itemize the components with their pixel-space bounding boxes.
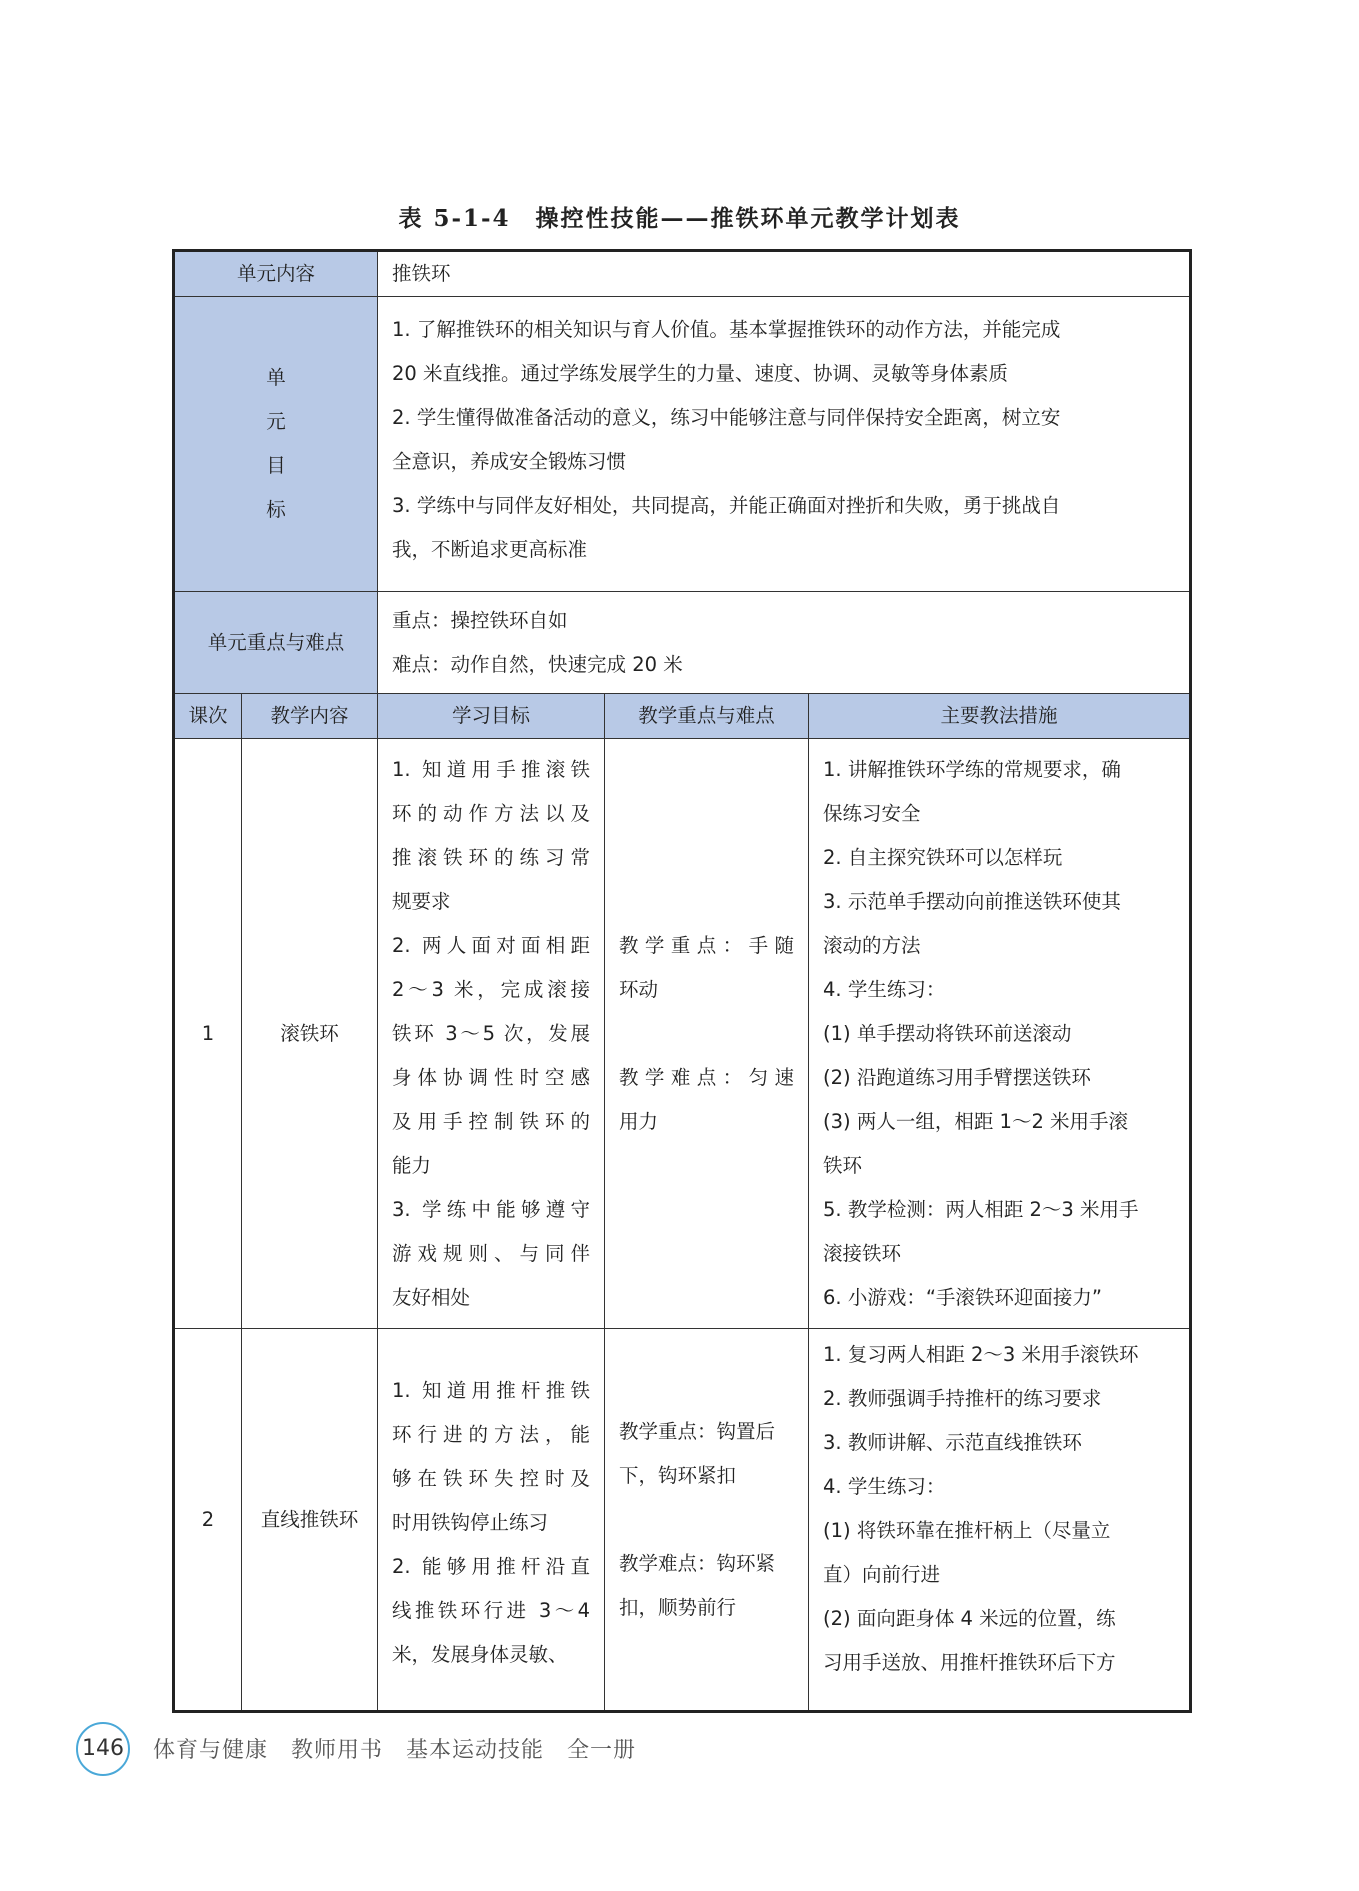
- col-header-content: 教学内容: [242, 694, 378, 739]
- lesson-plan-table: [172, 249, 1192, 1713]
- key-line: 扣，顺势前行: [619, 1595, 737, 1619]
- goal-label-char: 标: [266, 498, 286, 521]
- method-line: 滚接铁环: [823, 1241, 902, 1265]
- goal-line: 2. 学生懂得做准备活动的意义，练习中能够注意与同伴保持安全距离，树立安: [392, 406, 1061, 429]
- unit-key-row: [174, 592, 1191, 694]
- key-line: 教学重点：钩置后: [619, 1419, 776, 1443]
- method-line: 铁环: [823, 1153, 863, 1177]
- table-row: [174, 1329, 1191, 1712]
- lesson-key-points: [605, 1329, 809, 1712]
- method-line: 6. 小游戏：“手滚铁环迎面接力”: [823, 1285, 1103, 1309]
- key-line: 教学难点：钩环紧: [619, 1551, 776, 1575]
- objective-line: 环行进的方法，能: [392, 1423, 591, 1446]
- method-line: (2) 沿跑道练习用手臂摆送铁环: [823, 1065, 1091, 1089]
- method-line: (3) 两人一组，相距 1～2 米用手滚: [823, 1109, 1129, 1133]
- method-line: 2. 自主探究铁环可以怎样玩: [823, 845, 1063, 869]
- method-line: 2. 教师强调手持推杆的练习要求: [823, 1387, 1102, 1410]
- lesson-objectives: [378, 739, 605, 1329]
- key-line: 下，钩环紧扣: [619, 1463, 737, 1487]
- method-line: (1) 将铁环靠在推杆柄上（尽量立: [823, 1519, 1111, 1542]
- key-line: 教学重点：手随: [619, 933, 795, 957]
- objective-line: 环的动作方法以及: [392, 801, 591, 825]
- lesson-content: 直线推铁环: [242, 1329, 378, 1712]
- objective-line: 及用手控制铁环的: [392, 1109, 591, 1133]
- method-line: 4. 学生练习：: [823, 977, 946, 1001]
- col-header-lesson-num: 课次: [174, 694, 242, 739]
- goal-label-char: 目: [266, 454, 286, 477]
- objective-line: 铁环 3～5 次，发展: [392, 1021, 591, 1045]
- objective-line: 2. 能够用推杆沿直: [392, 1555, 591, 1578]
- goal-line: 我，不断追求更高标准: [392, 538, 588, 561]
- goal-label-char: 单: [266, 366, 286, 389]
- col-header-methods: 主要教法措施: [809, 694, 1191, 739]
- method-line: 3. 示范单手摆动向前推送铁环使其: [823, 889, 1121, 913]
- objective-line: 游戏规则、与同伴: [392, 1241, 591, 1265]
- key-line: 教学难点：匀速: [619, 1065, 795, 1089]
- method-line: 1. 复习两人相距 2～3 米用手滚铁环: [823, 1343, 1139, 1366]
- lesson-key-points: [605, 739, 809, 1329]
- col-header-objectives: 学习目标: [378, 694, 605, 739]
- lesson-number: 2: [174, 1329, 242, 1712]
- method-line: (2) 面向距身体 4 米远的位置，练: [823, 1607, 1116, 1630]
- page-number: 146: [76, 1722, 130, 1776]
- key-line-spacer: [619, 1498, 794, 1542]
- method-line: 滚动的方法: [823, 933, 921, 957]
- unit-key-label: 单元重点与难点: [174, 592, 378, 694]
- footer-book-title: 体育与健康 教师用书 基本运动技能 全一册: [153, 1738, 637, 1763]
- key-point: 重点：操控铁环自如: [392, 608, 568, 632]
- objective-line: 推滚铁环的练习常: [392, 845, 591, 869]
- objective-line: 够在铁环失控时及: [392, 1467, 591, 1490]
- unit-key-text: [378, 592, 1191, 694]
- method-line: 直）向前行进: [823, 1563, 941, 1586]
- objective-line: 时用铁钩停止练习: [392, 1511, 549, 1534]
- objective-line: 3. 学练中能够遵守: [392, 1197, 591, 1221]
- goal-line: 全意识，养成安全锻炼习惯: [392, 450, 627, 473]
- goal-line: 1. 了解推铁环的相关知识与育人价值。基本掌握推铁环的动作方法，并能完成: [392, 318, 1061, 341]
- table-row: [174, 739, 1191, 1329]
- lesson-methods: [809, 1329, 1191, 1712]
- lesson-objectives: [378, 1329, 605, 1712]
- key-line: 用力: [619, 1109, 659, 1133]
- lesson-content: 滚铁环: [242, 739, 378, 1329]
- goal-line: 20 米直线推。通过学练发展学生的力量、速度、协调、灵敏等身体素质: [392, 362, 1009, 385]
- column-header-row: [174, 694, 1191, 739]
- objective-line: 身体协调性时空感: [392, 1065, 591, 1089]
- table-title: 表 5-1-4 操控性技能——推铁环单元教学计划表: [398, 205, 961, 232]
- objective-line: 能力: [392, 1153, 432, 1177]
- method-line: (1) 单手摆动将铁环前送滚动: [823, 1021, 1072, 1045]
- key-line: 环动: [619, 977, 659, 1001]
- method-line: 5. 教学检测：两人相距 2～3 米用手: [823, 1197, 1139, 1221]
- objective-line: 1. 知道用推杆推铁: [392, 1379, 591, 1402]
- objective-line: 友好相处: [392, 1285, 471, 1309]
- goal-line: 3. 学练中与同伴友好相处，共同提高，并能正确面对挫折和失败，勇于挑战自: [392, 494, 1061, 517]
- method-line: 保练习安全: [823, 801, 921, 825]
- objective-line: 2～3 米，完成滚接: [392, 977, 591, 1001]
- unit-goals-label: [174, 297, 378, 592]
- objective-line: 2. 两人面对面相距: [392, 933, 591, 957]
- objective-line: 规要求: [392, 889, 451, 913]
- objective-line: 米，发展身体灵敏、: [392, 1643, 568, 1666]
- objective-line: 1. 知道用手推滚铁: [392, 757, 591, 781]
- goal-label-char: 元: [266, 410, 286, 433]
- key-line-spacer: [619, 1012, 794, 1056]
- method-line: 习用手送放、用推杆推铁环后下方: [823, 1651, 1116, 1674]
- method-line: 3. 教师讲解、示范直线推铁环: [823, 1431, 1082, 1454]
- method-line: 1. 讲解推铁环学练的常规要求，确: [823, 757, 1121, 781]
- lesson-number: 1: [174, 739, 242, 1329]
- difficulty-point: 难点：动作自然，快速完成 20 米: [392, 652, 683, 676]
- unit-content-value: 推铁环: [378, 251, 1191, 297]
- objective-line: 线推铁环行进 3～4: [392, 1599, 591, 1622]
- col-header-key-points: 教学重点与难点: [605, 694, 809, 739]
- method-line: 4. 学生练习：: [823, 1475, 946, 1498]
- unit-goals-text: [378, 297, 1191, 592]
- unit-goals-row: [174, 297, 1191, 592]
- unit-content-label: 单元内容: [174, 251, 378, 297]
- lesson-methods: [809, 739, 1191, 1329]
- unit-content-row: [174, 251, 1191, 297]
